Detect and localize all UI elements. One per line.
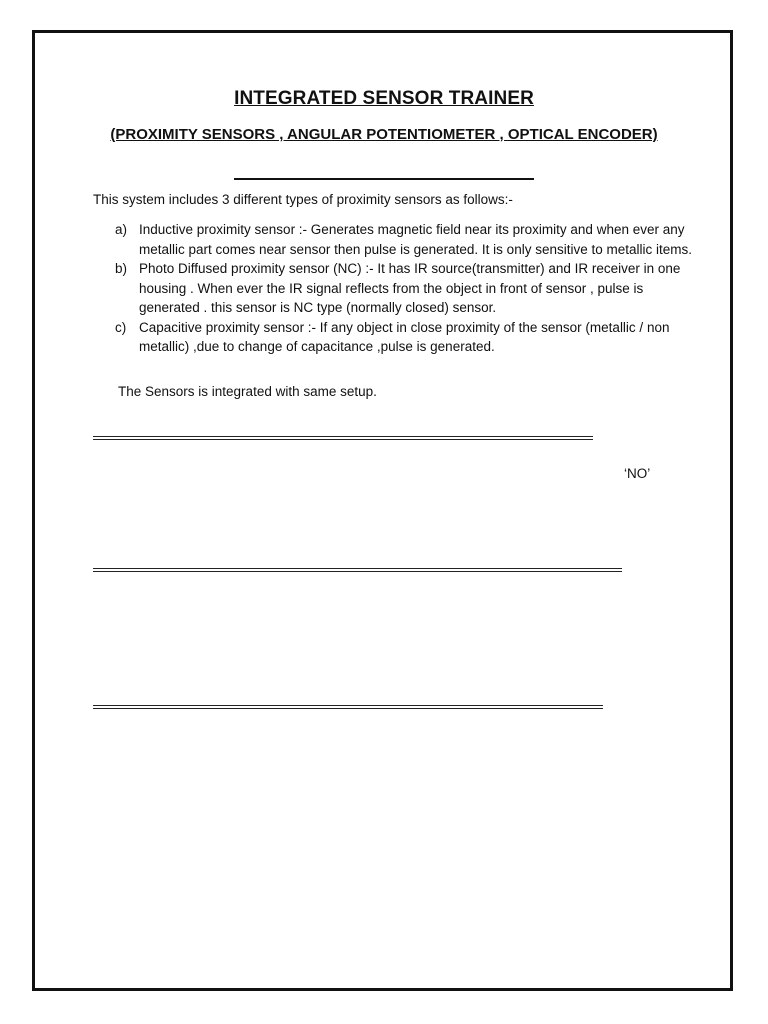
list-item-text: Capacitive proximity sensor :- If any object in close proximity of the sensor (metallic / non metallic) ,due to change of capacitance ,pulse is generated.: [139, 319, 670, 354]
list-item: [93, 220, 693, 259]
list-marker: a): [115, 222, 128, 237]
page-border: [32, 30, 733, 991]
sensor-list: [93, 220, 693, 357]
no-label: ‘NO’: [624, 466, 651, 481]
double-rule-2: [93, 568, 622, 572]
document-subtitle: (PROXIMITY SENSORS , ANGULAR POTENTIOMETER , OPTICAL ENCODER): [110, 126, 658, 143]
list-item: [93, 318, 693, 357]
closing-paragraph: The Sensors is integrated with same setup.: [118, 384, 377, 399]
intro-paragraph: This system includes 3 different types of proximity sensors as follows:-: [93, 192, 513, 207]
document-title: INTEGRATED SENSOR TRAINER: [234, 88, 534, 109]
title-underline-rule: [234, 178, 534, 180]
list-item-text: Inductive proximity sensor :- Generates magnetic field near its proximity and when ever any metallic part comes near sensor then pulse is generated. It is only sensitive to metallic items.: [139, 222, 692, 257]
double-rule-1: [93, 436, 593, 440]
list-marker: b): [115, 261, 128, 276]
list-item: [93, 259, 693, 318]
list-item-text: Photo Diffused proximity sensor (NC) :- It has IR source(transmitter) and IR receiver in one housing . When ever the IR signal reflects from the object in front of sensor , pulse is generated . this sensor is NC type (normally closed) sensor.: [139, 261, 681, 315]
list-marker: c): [115, 319, 127, 335]
double-rule-3: [93, 705, 603, 709]
